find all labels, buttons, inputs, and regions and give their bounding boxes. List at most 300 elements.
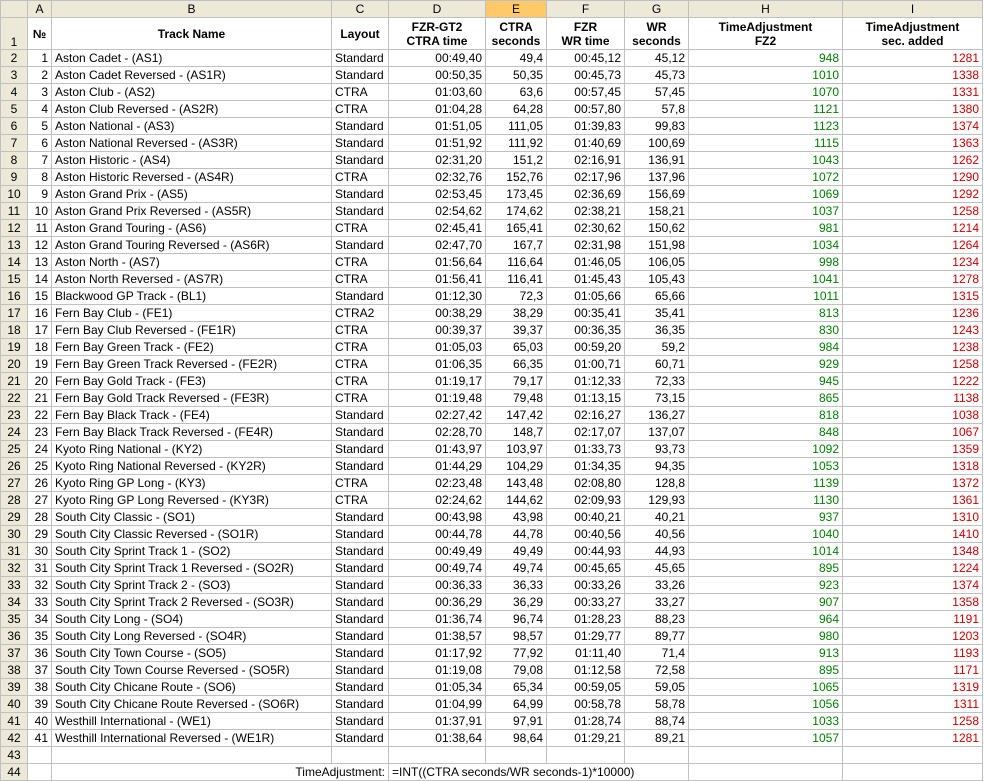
cell-ctra-seconds[interactable]: 66,35 (486, 356, 547, 373)
cell-wr-seconds[interactable]: 137,96 (625, 169, 689, 186)
cell-sec-added[interactable]: 1310 (843, 509, 983, 526)
cell-sec-added[interactable]: 1222 (843, 373, 983, 390)
cell-sec-added[interactable]: 1262 (843, 152, 983, 169)
row-header[interactable]: 31 (1, 543, 28, 560)
cell-time-adjustment[interactable]: 818 (689, 407, 843, 424)
cell-sec-added[interactable]: 1193 (843, 645, 983, 662)
cell-track-name[interactable]: South City Classic - (SO1) (52, 509, 332, 526)
cell-time-adjustment[interactable]: 937 (689, 509, 843, 526)
cell-layout[interactable]: Standard (332, 560, 389, 577)
row-header[interactable]: 6 (1, 118, 28, 135)
cell-layout[interactable]: CTRA (332, 373, 389, 390)
cell-ctra-time[interactable]: 00:49,40 (389, 50, 486, 67)
cell-ctra-seconds[interactable]: 79,48 (486, 390, 547, 407)
cell-ctra-seconds[interactable]: 143,48 (486, 475, 547, 492)
row-header[interactable]: 10 (1, 186, 28, 203)
column-header-c[interactable]: C (332, 1, 389, 18)
cell-ctra-seconds[interactable]: 49,74 (486, 560, 547, 577)
cell-number[interactable]: 17 (28, 322, 52, 339)
cell-sec-added[interactable]: 1067 (843, 424, 983, 441)
cell-wr-seconds[interactable]: 137,07 (625, 424, 689, 441)
cell-time-adjustment[interactable]: 1057 (689, 730, 843, 747)
cell-empty[interactable] (332, 747, 389, 764)
row-header[interactable]: 13 (1, 237, 28, 254)
cell-sec-added[interactable]: 1236 (843, 305, 983, 322)
row-header[interactable]: 38 (1, 662, 28, 679)
cell-ctra-time[interactable]: 02:31,20 (389, 152, 486, 169)
cell-wr-time[interactable]: 00:45,65 (547, 560, 625, 577)
cell-sec-added[interactable]: 1234 (843, 254, 983, 271)
cell-track-name[interactable]: Aston Club - (AS2) (52, 84, 332, 101)
cell-ctra-time[interactable]: 02:27,42 (389, 407, 486, 424)
cell-number[interactable]: 6 (28, 135, 52, 152)
header-wr-seconds[interactable] (625, 18, 689, 50)
cell-time-adjustment[interactable]: 1123 (689, 118, 843, 135)
row-header[interactable]: 34 (1, 594, 28, 611)
row-header[interactable]: 29 (1, 509, 28, 526)
header-sec-added[interactable] (843, 18, 983, 50)
row-header[interactable]: 18 (1, 322, 28, 339)
cell-number[interactable]: 8 (28, 169, 52, 186)
cell-layout[interactable]: Standard (332, 713, 389, 730)
cell-number[interactable]: 4 (28, 101, 52, 118)
row-header[interactable]: 41 (1, 713, 28, 730)
cell-wr-time[interactable]: 01:40,69 (547, 135, 625, 152)
cell-ctra-time[interactable]: 01:43,97 (389, 441, 486, 458)
cell-number[interactable]: 5 (28, 118, 52, 135)
cell-number[interactable]: 10 (28, 203, 52, 220)
cell-time-adjustment[interactable]: 1072 (689, 169, 843, 186)
cell-time-adjustment[interactable]: 848 (689, 424, 843, 441)
cell-number[interactable]: 3 (28, 84, 52, 101)
cell-ctra-seconds[interactable]: 104,29 (486, 458, 547, 475)
cell-track-name[interactable]: South City Chicane Route - (SO6) (52, 679, 332, 696)
cell-track-name[interactable]: South City Long Reversed - (SO4R) (52, 628, 332, 645)
cell-ctra-time[interactable]: 02:23,48 (389, 475, 486, 492)
cell-ctra-seconds[interactable]: 174,62 (486, 203, 547, 220)
footer-label[interactable]: TimeAdjustment: (52, 764, 389, 781)
cell-layout[interactable]: Standard (332, 67, 389, 84)
cell-wr-time[interactable]: 02:09,93 (547, 492, 625, 509)
cell-empty[interactable] (625, 747, 689, 764)
cell-wr-time[interactable]: 02:17,96 (547, 169, 625, 186)
cell-wr-seconds[interactable]: 128,8 (625, 475, 689, 492)
row-header[interactable]: 25 (1, 441, 28, 458)
cell-layout[interactable]: Standard (332, 50, 389, 67)
cell-layout[interactable]: CTRA (332, 220, 389, 237)
cell-wr-seconds[interactable]: 40,21 (625, 509, 689, 526)
cell-layout[interactable]: Standard (332, 203, 389, 220)
cell-track-name[interactable]: Aston Historic Reversed - (AS4R) (52, 169, 332, 186)
row-header[interactable]: 39 (1, 679, 28, 696)
cell-ctra-seconds[interactable]: 38,29 (486, 305, 547, 322)
cell-track-name[interactable]: South City Sprint Track 1 Reversed - (SO2R) (52, 560, 332, 577)
cell-time-adjustment[interactable]: 1121 (689, 101, 843, 118)
cell-wr-time[interactable]: 00:33,26 (547, 577, 625, 594)
cell-number[interactable]: 32 (28, 577, 52, 594)
cell-wr-seconds[interactable]: 136,91 (625, 152, 689, 169)
column-header-h[interactable]: H (689, 1, 843, 18)
cell-layout[interactable]: Standard (332, 730, 389, 747)
cell-empty[interactable] (843, 747, 983, 764)
cell-sec-added[interactable]: 1038 (843, 407, 983, 424)
cell-number[interactable]: 13 (28, 254, 52, 271)
row-header[interactable]: 17 (1, 305, 28, 322)
cell-sec-added[interactable]: 1372 (843, 475, 983, 492)
cell-track-name[interactable]: South City Sprint Track 1 - (SO2) (52, 543, 332, 560)
cell-sec-added[interactable]: 1319 (843, 679, 983, 696)
cell-ctra-seconds[interactable]: 65,34 (486, 679, 547, 696)
cell-track-name[interactable]: Aston Grand Touring - (AS6) (52, 220, 332, 237)
cell-empty[interactable] (28, 747, 52, 764)
cell-wr-time[interactable]: 01:45,43 (547, 271, 625, 288)
cell-wr-seconds[interactable]: 33,27 (625, 594, 689, 611)
cell-time-adjustment[interactable]: 813 (689, 305, 843, 322)
cell-number[interactable]: 15 (28, 288, 52, 305)
cell-time-adjustment[interactable]: 865 (689, 390, 843, 407)
cell-sec-added[interactable]: 1264 (843, 237, 983, 254)
cell-wr-time[interactable]: 00:35,41 (547, 305, 625, 322)
header-wr-time[interactable] (547, 18, 625, 50)
row-header[interactable]: 3 (1, 67, 28, 84)
cell-ctra-time[interactable]: 01:51,92 (389, 135, 486, 152)
cell-wr-seconds[interactable]: 89,77 (625, 628, 689, 645)
cell-track-name[interactable]: Kyoto Ring National - (KY2) (52, 441, 332, 458)
cell-wr-seconds[interactable]: 73,15 (625, 390, 689, 407)
cell-ctra-seconds[interactable]: 167,7 (486, 237, 547, 254)
row-header[interactable]: 16 (1, 288, 28, 305)
cell-ctra-time[interactable]: 01:04,99 (389, 696, 486, 713)
row-header[interactable]: 11 (1, 203, 28, 220)
cell-sec-added[interactable]: 1315 (843, 288, 983, 305)
cell-ctra-time[interactable]: 02:47,70 (389, 237, 486, 254)
cell-ctra-seconds[interactable]: 43,98 (486, 509, 547, 526)
cell-number[interactable]: 29 (28, 526, 52, 543)
row-header[interactable]: 37 (1, 645, 28, 662)
cell-wr-seconds[interactable]: 129,93 (625, 492, 689, 509)
cell-number[interactable]: 37 (28, 662, 52, 679)
cell-ctra-time[interactable]: 00:36,33 (389, 577, 486, 594)
cell-sec-added[interactable]: 1243 (843, 322, 983, 339)
cell-number[interactable]: 12 (28, 237, 52, 254)
cell-time-adjustment[interactable]: 1069 (689, 186, 843, 203)
column-header-b[interactable]: B (52, 1, 332, 18)
cell-time-adjustment[interactable]: 981 (689, 220, 843, 237)
cell-track-name[interactable]: Aston Club Reversed - (AS2R) (52, 101, 332, 118)
cell-sec-added[interactable]: 1203 (843, 628, 983, 645)
cell-ctra-time[interactable]: 00:49,74 (389, 560, 486, 577)
cell-number[interactable]: 11 (28, 220, 52, 237)
cell-sec-added[interactable]: 1410 (843, 526, 983, 543)
cell-sec-added[interactable]: 1361 (843, 492, 983, 509)
cell-wr-time[interactable]: 01:29,77 (547, 628, 625, 645)
cell-wr-seconds[interactable]: 99,83 (625, 118, 689, 135)
cell-wr-seconds[interactable]: 57,45 (625, 84, 689, 101)
cell-ctra-time[interactable]: 01:38,64 (389, 730, 486, 747)
cell-ctra-time[interactable]: 01:37,91 (389, 713, 486, 730)
cell-ctra-seconds[interactable]: 144,62 (486, 492, 547, 509)
cell-sec-added[interactable]: 1224 (843, 560, 983, 577)
cell-empty[interactable] (486, 747, 547, 764)
cell-wr-time[interactable]: 01:28,23 (547, 611, 625, 628)
row-header[interactable]: 27 (1, 475, 28, 492)
cell-number[interactable]: 28 (28, 509, 52, 526)
cell-wr-time[interactable]: 00:58,78 (547, 696, 625, 713)
row-header[interactable]: 44 (1, 764, 28, 781)
cell-ctra-time[interactable]: 00:49,49 (389, 543, 486, 560)
cell-ctra-time[interactable]: 00:43,98 (389, 509, 486, 526)
cell-time-adjustment[interactable]: 1037 (689, 203, 843, 220)
cell-wr-seconds[interactable]: 45,73 (625, 67, 689, 84)
row-header[interactable]: 21 (1, 373, 28, 390)
cell-ctra-time[interactable]: 00:44,78 (389, 526, 486, 543)
header-layout[interactable]: Layout (332, 18, 389, 50)
cell-wr-time[interactable]: 02:30,62 (547, 220, 625, 237)
cell-wr-seconds[interactable]: 35,41 (625, 305, 689, 322)
cell-wr-seconds[interactable]: 136,27 (625, 407, 689, 424)
cell-ctra-time[interactable]: 01:44,29 (389, 458, 486, 475)
cell-layout[interactable]: Standard (332, 645, 389, 662)
cell-number[interactable]: 38 (28, 679, 52, 696)
cell-number[interactable]: 23 (28, 424, 52, 441)
row-header[interactable]: 8 (1, 152, 28, 169)
cell-time-adjustment[interactable]: 1139 (689, 475, 843, 492)
cell-ctra-seconds[interactable]: 148,7 (486, 424, 547, 441)
cell-wr-time[interactable]: 00:59,05 (547, 679, 625, 696)
cell-sec-added[interactable]: 1348 (843, 543, 983, 560)
cell-track-name[interactable]: Aston Cadet - (AS1) (52, 50, 332, 67)
cell-time-adjustment[interactable]: 998 (689, 254, 843, 271)
cell-time-adjustment[interactable]: 1010 (689, 67, 843, 84)
row-header[interactable]: 1 (1, 18, 28, 50)
cell-track-name[interactable]: Westhill International - (WE1) (52, 713, 332, 730)
column-header-i[interactable]: I (843, 1, 983, 18)
cell-ctra-seconds[interactable]: 165,41 (486, 220, 547, 237)
cell-ctra-seconds[interactable]: 49,49 (486, 543, 547, 560)
row-header[interactable]: 12 (1, 220, 28, 237)
cell-number[interactable]: 19 (28, 356, 52, 373)
cell-wr-time[interactable]: 01:12,33 (547, 373, 625, 390)
cell-sec-added[interactable]: 1171 (843, 662, 983, 679)
cell-layout[interactable]: CTRA (332, 339, 389, 356)
cell-track-name[interactable]: Aston National Reversed - (AS3R) (52, 135, 332, 152)
cell-layout[interactable]: Standard (332, 135, 389, 152)
cell-ctra-seconds[interactable]: 72,3 (486, 288, 547, 305)
row-header[interactable]: 5 (1, 101, 28, 118)
cell-wr-time[interactable]: 01:39,83 (547, 118, 625, 135)
cell-wr-time[interactable]: 01:13,15 (547, 390, 625, 407)
cell-layout[interactable]: CTRA (332, 390, 389, 407)
cell-time-adjustment[interactable]: 895 (689, 560, 843, 577)
cell-sec-added[interactable]: 1359 (843, 441, 983, 458)
cell-ctra-time[interactable]: 00:39,37 (389, 322, 486, 339)
cell-wr-seconds[interactable]: 106,05 (625, 254, 689, 271)
cell-wr-seconds[interactable]: 158,21 (625, 203, 689, 220)
cell-ctra-time[interactable]: 01:19,08 (389, 662, 486, 679)
cell-ctra-time[interactable]: 01:06,35 (389, 356, 486, 373)
cell-track-name[interactable]: South City Sprint Track 2 - (SO3) (52, 577, 332, 594)
row-header[interactable]: 32 (1, 560, 28, 577)
cell-wr-seconds[interactable]: 59,05 (625, 679, 689, 696)
cell-wr-seconds[interactable]: 88,23 (625, 611, 689, 628)
cell-layout[interactable]: Standard (332, 152, 389, 169)
cell-wr-time[interactable]: 01:12,58 (547, 662, 625, 679)
cell-sec-added[interactable]: 1318 (843, 458, 983, 475)
cell-layout[interactable]: Standard (332, 424, 389, 441)
row-header[interactable]: 20 (1, 356, 28, 373)
cell-track-name[interactable]: Kyoto Ring GP Long Reversed - (KY3R) (52, 492, 332, 509)
cell-ctra-time[interactable]: 01:56,64 (389, 254, 486, 271)
row-header[interactable]: 19 (1, 339, 28, 356)
row-header[interactable]: 22 (1, 390, 28, 407)
cell-sec-added[interactable]: 1281 (843, 50, 983, 67)
row-header[interactable]: 24 (1, 424, 28, 441)
cell-ctra-seconds[interactable]: 77,92 (486, 645, 547, 662)
cell-track-name[interactable]: Fern Bay Green Track Reversed - (FE2R) (52, 356, 332, 373)
cell-track-name[interactable]: Fern Bay Black Track - (FE4) (52, 407, 332, 424)
column-header-d[interactable]: D (389, 1, 486, 18)
footer-formula[interactable]: =INT((CTRA seconds/WR seconds-1)*10000) (389, 764, 689, 781)
cell-time-adjustment[interactable]: 984 (689, 339, 843, 356)
cell-sec-added[interactable]: 1331 (843, 84, 983, 101)
cell-ctra-seconds[interactable]: 98,57 (486, 628, 547, 645)
cell-wr-seconds[interactable]: 88,74 (625, 713, 689, 730)
cell-ctra-seconds[interactable]: 97,91 (486, 713, 547, 730)
cell-wr-time[interactable]: 01:11,40 (547, 645, 625, 662)
cell-wr-seconds[interactable]: 89,21 (625, 730, 689, 747)
cell-wr-time[interactable]: 00:59,20 (547, 339, 625, 356)
cell-ctra-seconds[interactable]: 96,74 (486, 611, 547, 628)
cell-track-name[interactable]: Fern Bay Club - (FE1) (52, 305, 332, 322)
cell-wr-time[interactable]: 01:34,35 (547, 458, 625, 475)
cell-ctra-seconds[interactable]: 103,97 (486, 441, 547, 458)
column-header-f[interactable]: F (547, 1, 625, 18)
cell-track-name[interactable]: Fern Bay Club Reversed - (FE1R) (52, 322, 332, 339)
cell-sec-added[interactable]: 1363 (843, 135, 983, 152)
cell-layout[interactable]: Standard (332, 186, 389, 203)
cell-layout[interactable]: Standard (332, 407, 389, 424)
cell-number[interactable]: 31 (28, 560, 52, 577)
cell-wr-time[interactable]: 00:36,35 (547, 322, 625, 339)
row-header[interactable]: 35 (1, 611, 28, 628)
row-header[interactable]: 43 (1, 747, 28, 764)
cell-track-name[interactable]: South City Town Course - (SO5) (52, 645, 332, 662)
cell-ctra-seconds[interactable]: 111,92 (486, 135, 547, 152)
cell-number[interactable]: 25 (28, 458, 52, 475)
cell-track-name[interactable]: Aston Historic - (AS4) (52, 152, 332, 169)
cell-ctra-seconds[interactable]: 151,2 (486, 152, 547, 169)
column-header-g[interactable]: G (625, 1, 689, 18)
cell-track-name[interactable]: Aston North Reversed - (AS7R) (52, 271, 332, 288)
cell-time-adjustment[interactable]: 980 (689, 628, 843, 645)
cell-wr-time[interactable]: 00:45,12 (547, 50, 625, 67)
cell-ctra-seconds[interactable]: 111,05 (486, 118, 547, 135)
cell-ctra-time[interactable]: 01:56,41 (389, 271, 486, 288)
cell-time-adjustment[interactable]: 948 (689, 50, 843, 67)
cell-sec-added[interactable]: 1374 (843, 577, 983, 594)
cell-wr-seconds[interactable]: 151,98 (625, 237, 689, 254)
row-header[interactable]: 9 (1, 169, 28, 186)
cell-wr-time[interactable]: 01:28,74 (547, 713, 625, 730)
cell-ctra-seconds[interactable]: 116,64 (486, 254, 547, 271)
cell-wr-seconds[interactable]: 58,78 (625, 696, 689, 713)
cell-ctra-time[interactable]: 00:36,29 (389, 594, 486, 611)
cell-number[interactable]: 18 (28, 339, 52, 356)
cell-track-name[interactable]: Aston Cadet Reversed - (AS1R) (52, 67, 332, 84)
cell-ctra-time[interactable]: 02:54,62 (389, 203, 486, 220)
cell-number[interactable]: 40 (28, 713, 52, 730)
cell-sec-added[interactable]: 1311 (843, 696, 983, 713)
cell-wr-seconds[interactable]: 40,56 (625, 526, 689, 543)
cell-ctra-time[interactable]: 01:04,28 (389, 101, 486, 118)
cell-track-name[interactable]: Aston Grand Prix - (AS5) (52, 186, 332, 203)
cell-wr-time[interactable]: 01:33,73 (547, 441, 625, 458)
cell-wr-time[interactable]: 02:16,91 (547, 152, 625, 169)
cell-sec-added[interactable]: 1191 (843, 611, 983, 628)
cell-layout[interactable]: Standard (332, 594, 389, 611)
cell-track-name[interactable]: Blackwood GP Track - (BL1) (52, 288, 332, 305)
cell-layout[interactable]: CTRA (332, 322, 389, 339)
cell-empty[interactable] (389, 747, 486, 764)
cell-number[interactable]: 9 (28, 186, 52, 203)
header-ctra-time[interactable] (389, 18, 486, 50)
cell-ctra-time[interactable]: 02:24,62 (389, 492, 486, 509)
cell-ctra-time[interactable]: 01:51,05 (389, 118, 486, 135)
cell-wr-seconds[interactable]: 59,2 (625, 339, 689, 356)
cell-wr-time[interactable]: 00:57,80 (547, 101, 625, 118)
cell-ctra-seconds[interactable]: 49,4 (486, 50, 547, 67)
cell-layout[interactable]: CTRA (332, 492, 389, 509)
cell-layout[interactable]: CTRA (332, 271, 389, 288)
cell-wr-seconds[interactable]: 150,62 (625, 220, 689, 237)
cell-wr-seconds[interactable]: 72,33 (625, 373, 689, 390)
header-ctra-seconds[interactable] (486, 18, 547, 50)
cell-sec-added[interactable]: 1380 (843, 101, 983, 118)
cell-ctra-seconds[interactable]: 50,35 (486, 67, 547, 84)
cell-number[interactable]: 1 (28, 50, 52, 67)
cell-number[interactable]: 34 (28, 611, 52, 628)
cell-ctra-seconds[interactable]: 65,03 (486, 339, 547, 356)
cell-wr-seconds[interactable]: 57,8 (625, 101, 689, 118)
row-header[interactable]: 2 (1, 50, 28, 67)
cell-layout[interactable]: Standard (332, 118, 389, 135)
cell-wr-time[interactable]: 02:31,98 (547, 237, 625, 254)
cell-time-adjustment[interactable]: 1011 (689, 288, 843, 305)
cell-number[interactable]: 33 (28, 594, 52, 611)
cell-ctra-time[interactable]: 00:38,29 (389, 305, 486, 322)
cell-layout[interactable]: Standard (332, 288, 389, 305)
cell-wr-time[interactable]: 00:45,73 (547, 67, 625, 84)
cell-track-name[interactable]: Kyoto Ring GP Long - (KY3) (52, 475, 332, 492)
cell-layout[interactable]: CTRA2 (332, 305, 389, 322)
cell-track-name[interactable]: Fern Bay Gold Track - (FE3) (52, 373, 332, 390)
cell-time-adjustment[interactable]: 1130 (689, 492, 843, 509)
cell-wr-seconds[interactable]: 71,4 (625, 645, 689, 662)
cell-track-name[interactable]: South City Classic Reversed - (SO1R) (52, 526, 332, 543)
cell-ctra-time[interactable]: 02:32,76 (389, 169, 486, 186)
cell-time-adjustment[interactable]: 830 (689, 322, 843, 339)
cell-wr-time[interactable]: 01:29,21 (547, 730, 625, 747)
cell-number[interactable]: 27 (28, 492, 52, 509)
cell-track-name[interactable]: Aston Grand Touring Reversed - (AS6R) (52, 237, 332, 254)
column-header-a[interactable]: A (28, 1, 52, 18)
cell-track-name[interactable]: South City Town Course Reversed - (SO5R) (52, 662, 332, 679)
cell-time-adjustment[interactable]: 1092 (689, 441, 843, 458)
cell-ctra-time[interactable]: 01:03,60 (389, 84, 486, 101)
cell-ctra-seconds[interactable]: 63,6 (486, 84, 547, 101)
cell-ctra-seconds[interactable]: 64,28 (486, 101, 547, 118)
cell-layout[interactable]: Standard (332, 662, 389, 679)
